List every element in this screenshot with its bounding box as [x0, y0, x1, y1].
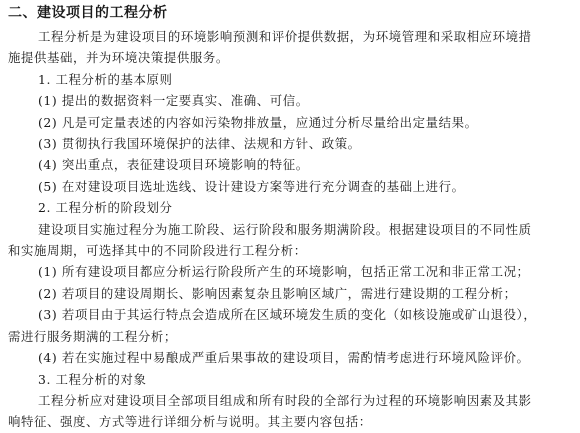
text-line: (3) 贯彻执行我国环境保护的法律、法规和方针、政策。: [38, 136, 361, 152]
text-line: 和实施周期，可选择其中的不同阶段进行工程分析：: [8, 243, 307, 259]
text-line: 施提供基础，并为环境决策提供服务。: [8, 50, 229, 66]
section-title: 二、建设项目的工程分析: [8, 5, 168, 21]
text-line: 需进行服务期满的工程分析；: [8, 328, 177, 344]
text-line: (1) 所有建设项目都应分析运行阶段所产生的环境影响，包括正常工况和非正常工况；: [38, 264, 530, 280]
text-line: 3. 工程分析的对象: [38, 371, 147, 387]
text-line: 建设项目实施过程分为施工阶段、运行阶段和服务期满阶段。根据建设项目的不同性质: [38, 221, 532, 237]
text-line: (1) 提出的数据资料一定要真实、准确、可信。: [38, 93, 309, 109]
text-line: 2. 工程分析的阶段划分: [38, 200, 173, 216]
text-line: (3) 若项目由于其运行特点会造成所在区域环境发生质的变化（如核设施或矿山退役），: [38, 307, 537, 323]
text-line: (2) 凡是可定量表述的内容如污染物排放量，应通过分析尽量给出定量结果。: [38, 114, 478, 130]
text-line: 工程分析应对建设项目全部项目组成和所有时段的全部行为过程的环境影响因素及其影: [38, 392, 532, 408]
text-line: (4) 突出重点，表征建设项目环境影响的特征。: [38, 157, 309, 173]
text-line: (2) 若项目的建设周期长、影响因素复杂且影响区域广，需进行建设期的工程分析；: [38, 285, 517, 301]
text-line: 工程分析是为建设项目的环境影响预测和评价提供数据，为环境管理和采取相应环境措: [38, 29, 532, 44]
text-line: 响特征、强度、方式等进行详细分析与说明。其主要内容包括：: [8, 414, 372, 430]
document-body: [8, 26, 574, 433]
text-line: (5) 在对建设项目选址选线、设计建设方案等进行充分调查的基础上进行。: [38, 178, 465, 194]
text-line: 1. 工程分析的基本原则: [38, 71, 173, 87]
text-line: (4) 若在实施过程中易酿成严重后果事故的建设项目，需酌情考虑进行环境风险评价。: [38, 350, 530, 366]
